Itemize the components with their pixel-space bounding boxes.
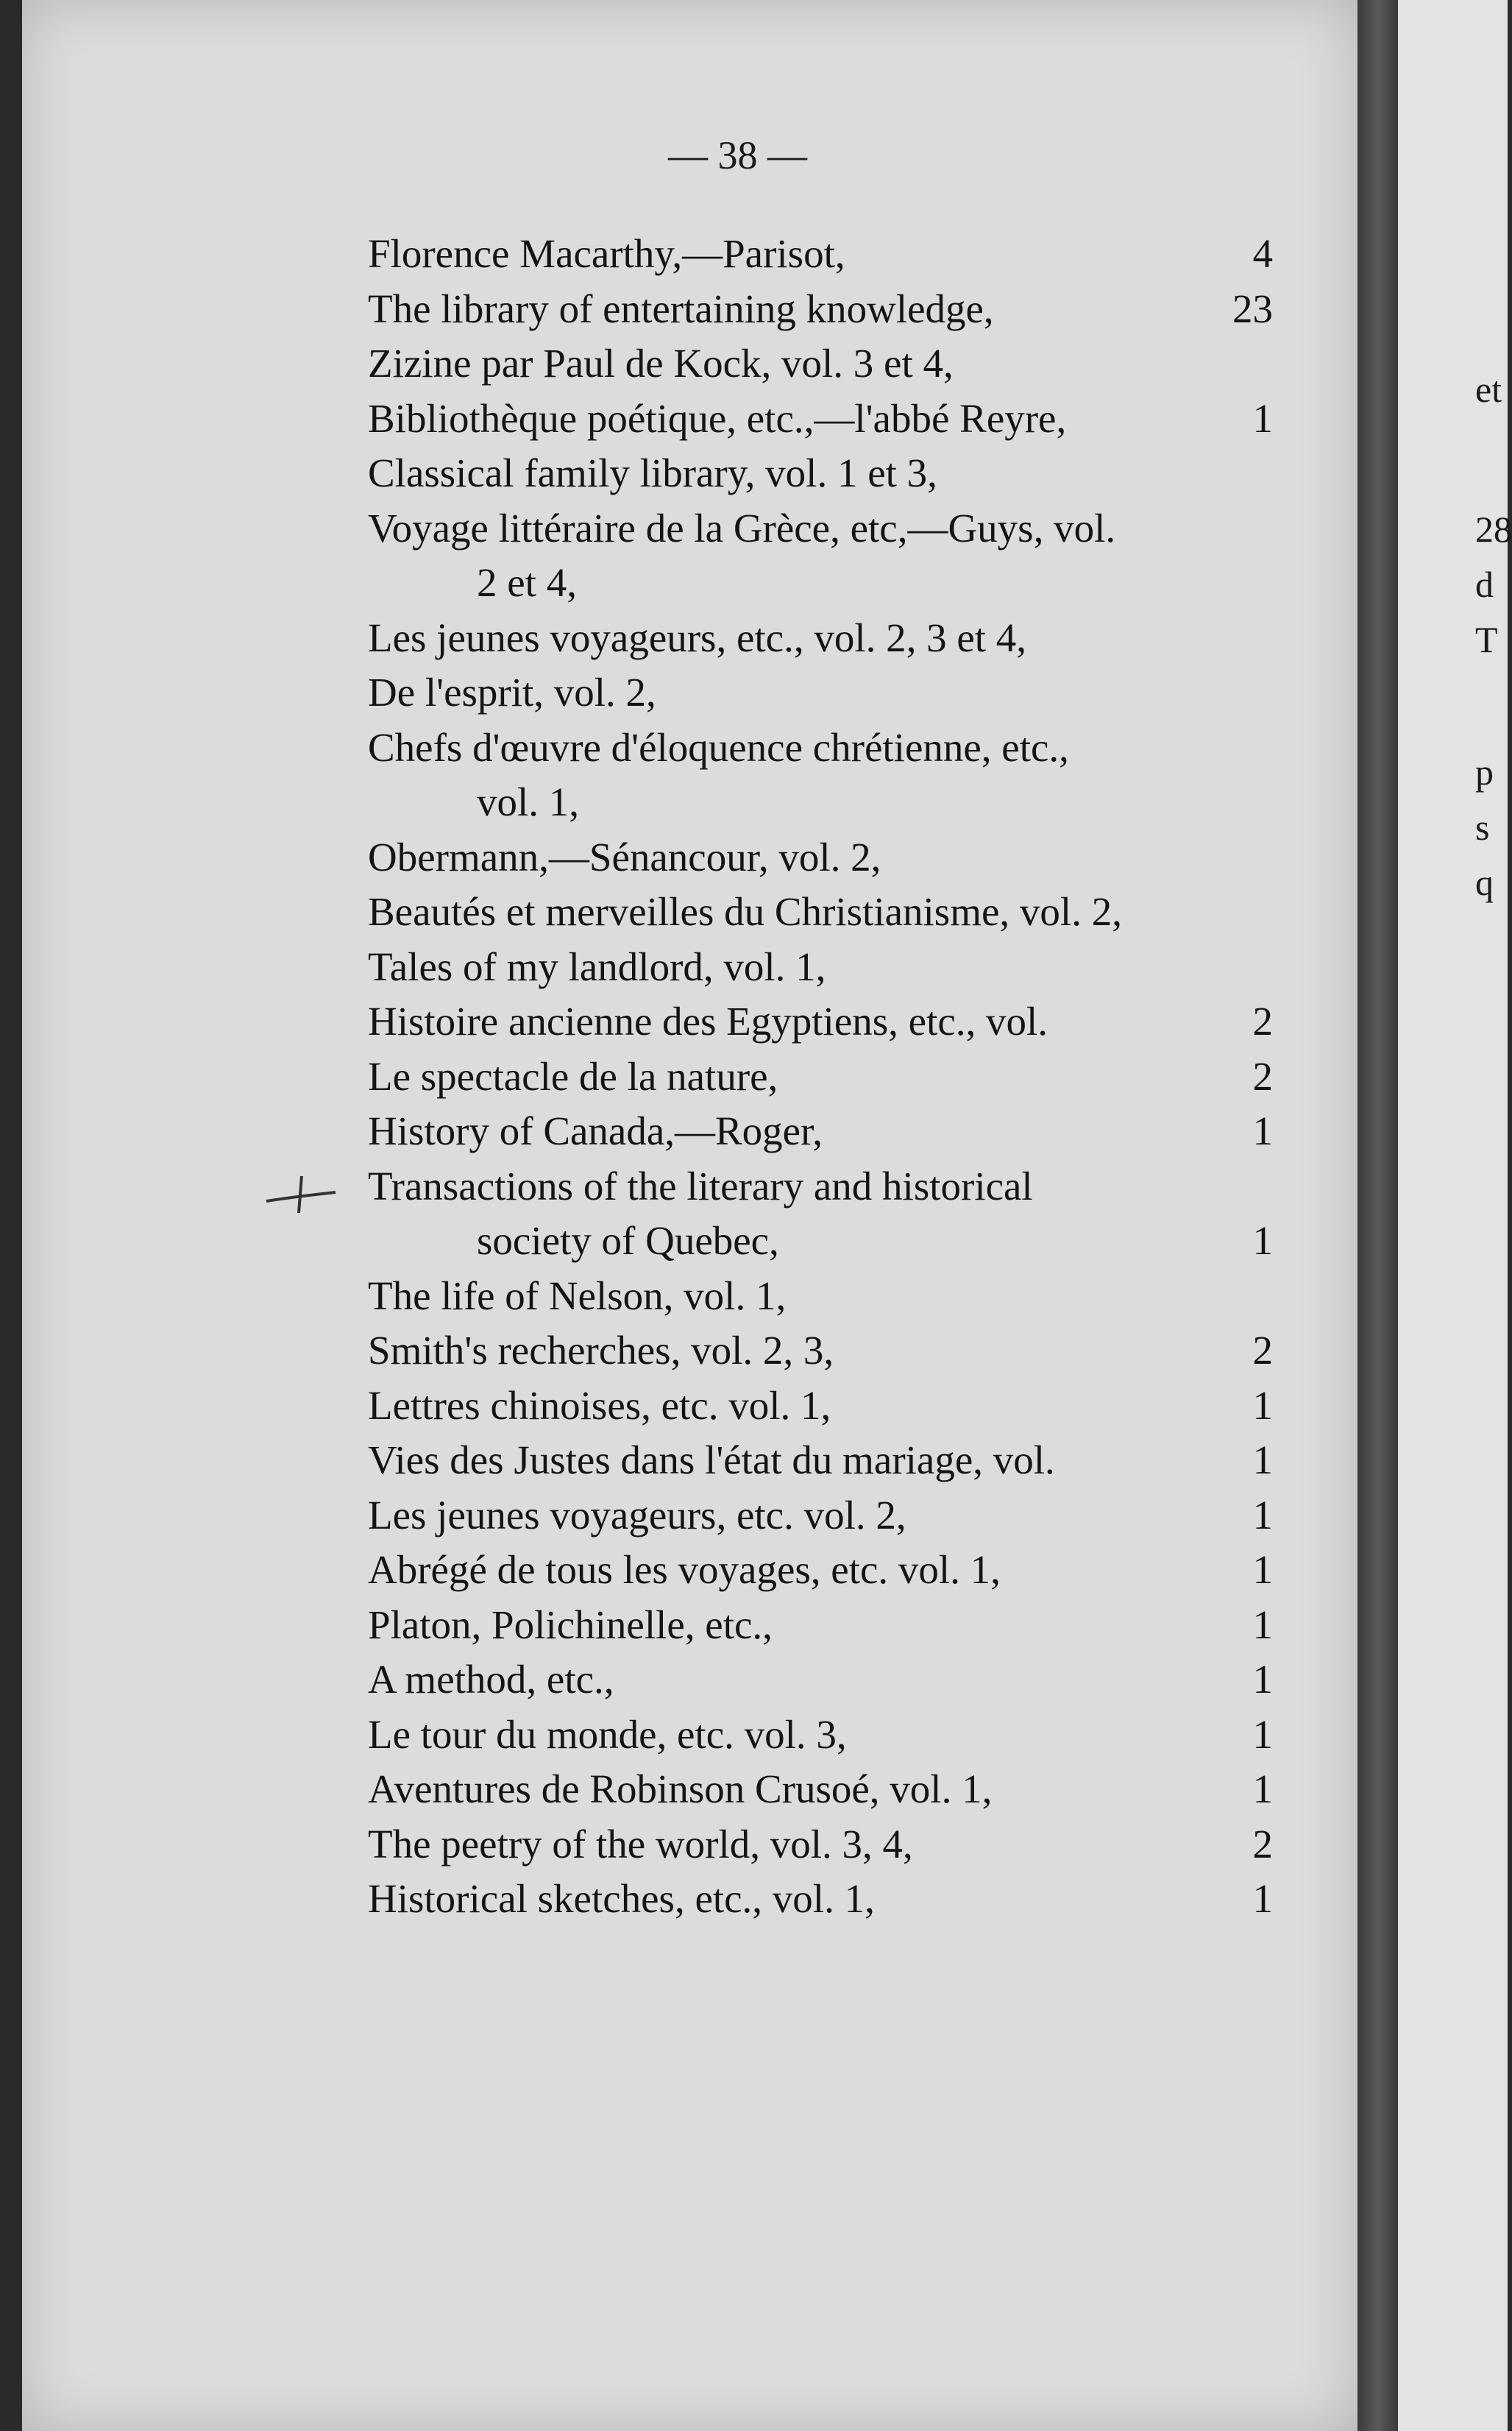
entry-line xyxy=(368,721,1273,776)
entry-count: 2 xyxy=(1252,999,1273,1044)
entry-line xyxy=(368,611,1273,666)
entry-count: 1 xyxy=(1252,1711,1273,1757)
entry-count: 1 xyxy=(1252,1382,1273,1428)
entry-line xyxy=(368,940,1273,995)
entry-list xyxy=(368,227,1273,1927)
entry-count: 23 xyxy=(1232,286,1273,331)
entry-line xyxy=(368,1269,1273,1324)
entry-title: Transactions of the literary and historical xyxy=(368,1163,1033,1209)
adjacent-page-fragment: T xyxy=(1475,619,1498,660)
entry-title: Lettres chinoises, etc. vol. 1, xyxy=(368,1382,831,1428)
entry-continuation-line xyxy=(368,775,1273,830)
entry-line xyxy=(368,1323,1273,1379)
entry-title: Histoire ancienne des Egyptiens, etc., vol. xyxy=(368,999,1048,1044)
adjacent-page-fragment: et xyxy=(1475,369,1502,410)
entry-line xyxy=(368,1159,1273,1214)
entry-line xyxy=(368,830,1273,885)
entry-title: The library of entertaining knowledge, xyxy=(368,286,994,331)
entry-line xyxy=(368,885,1273,940)
entry-title: History of Canada,—Roger, xyxy=(368,1108,823,1153)
handwritten-cross-mark xyxy=(265,1170,338,1214)
entry-title: society of Quebec, xyxy=(477,1218,779,1263)
entry-count: 1 xyxy=(1252,1218,1273,1263)
adjacent-page-fragment: q xyxy=(1475,862,1494,903)
entry-line xyxy=(368,1598,1273,1653)
adjacent-page-fragment: 28 xyxy=(1475,509,1512,550)
entry-line xyxy=(368,1104,1273,1159)
page-number: — 38 — xyxy=(668,133,807,177)
entry-title: The peetry of the world, vol. 3, 4, xyxy=(368,1821,913,1866)
entry-line xyxy=(368,446,1273,501)
book-page xyxy=(22,0,1357,2431)
entry-count: 1 xyxy=(1252,1437,1273,1482)
entry-title: A method, etc., xyxy=(368,1657,614,1702)
entry-title: Abrégé de tous les voyages, etc. vol. 1, xyxy=(368,1547,1001,1592)
entry-line xyxy=(368,501,1273,556)
entry-title: Vies des Justes dans l'état du mariage, vol. xyxy=(368,1437,1055,1482)
entry-count: 2 xyxy=(1252,1053,1273,1099)
entry-line xyxy=(368,1872,1273,1927)
entry-count: 1 xyxy=(1252,1602,1273,1647)
entry-count: 1 xyxy=(1252,1657,1273,1702)
entry-continuation-line xyxy=(368,556,1273,611)
entry-title: Classical family library, vol. 1 et 3, xyxy=(368,450,937,495)
adjacent-page-fragment: p xyxy=(1475,751,1494,793)
entry-line xyxy=(368,1652,1273,1708)
entry-line xyxy=(368,1708,1273,1763)
entry-line xyxy=(368,994,1273,1050)
entry-title: Platon, Polichinelle, etc., xyxy=(368,1602,773,1647)
entry-title: The life of Nelson, vol. 1, xyxy=(368,1273,787,1318)
adjacent-page-fragment: d xyxy=(1475,564,1494,605)
entry-line xyxy=(368,1379,1273,1434)
entry-title: Le tour du monde, etc. vol. 3, xyxy=(368,1711,847,1757)
entry-count: 1 xyxy=(1252,1876,1273,1921)
entry-title: vol. 1, xyxy=(477,779,580,824)
entry-title: Bibliothèque poétique, etc.,—l'abbé Reyre, xyxy=(368,395,1067,441)
entry-count: 4 xyxy=(1252,231,1273,276)
entry-line xyxy=(368,1817,1273,1872)
entry-title: 2 et 4, xyxy=(477,560,577,605)
entry-title: Zizine par Paul de Kock, vol. 3 et 4, xyxy=(368,341,954,386)
entry-count: 1 xyxy=(1252,1766,1273,1811)
entry-title: Smith's recherches, vol. 2, 3, xyxy=(368,1328,834,1373)
entry-title: Tales of my landlord, vol. 1, xyxy=(368,944,826,989)
entry-count: 1 xyxy=(1252,1547,1273,1592)
entry-count: 2 xyxy=(1252,1821,1273,1866)
entry-line xyxy=(368,1050,1273,1105)
entry-title: Les jeunes voyageurs, etc. vol. 2, xyxy=(368,1492,906,1537)
entry-title: Florence Macarthy,—Parisot, xyxy=(368,231,845,276)
entry-title: Beautés et merveilles du Christianisme, vol. 2, xyxy=(368,889,1122,934)
entry-title: Le spectacle de la nature, xyxy=(368,1053,778,1099)
book-spine xyxy=(1357,0,1398,2431)
entry-continuation-line xyxy=(368,1214,1273,1269)
entry-title: Les jeunes voyageurs, etc., vol. 2, 3 et 4, xyxy=(368,615,1027,660)
entry-count: 2 xyxy=(1252,1328,1273,1373)
entry-line xyxy=(368,227,1273,282)
entry-title: Obermann,—Sénancour, vol. 2, xyxy=(368,834,881,880)
entry-line xyxy=(368,1433,1273,1488)
entry-line xyxy=(368,665,1273,721)
entry-title: De l'esprit, vol. 2, xyxy=(368,670,656,715)
adjacent-page-edge xyxy=(1398,0,1512,2431)
adjacent-page-fragment: s xyxy=(1475,807,1490,848)
entry-title: Aventures de Robinson Crusoé, vol. 1, xyxy=(368,1766,993,1811)
entry-line xyxy=(368,1488,1273,1543)
entry-line xyxy=(368,282,1273,337)
entry-line xyxy=(368,336,1273,392)
entry-line xyxy=(368,1543,1273,1598)
entry-count: 1 xyxy=(1252,395,1273,441)
entry-count: 1 xyxy=(1252,1492,1273,1537)
entry-count: 1 xyxy=(1252,1108,1273,1153)
entry-line xyxy=(368,392,1273,447)
entry-line xyxy=(368,1762,1273,1817)
entry-title: Historical sketches, etc., vol. 1, xyxy=(368,1876,875,1921)
entry-title: Chefs d'œuvre d'éloquence chrétienne, etc., xyxy=(368,724,1069,770)
entry-title: Voyage littéraire de la Grèce, etc,—Guys, vol. xyxy=(368,505,1116,551)
